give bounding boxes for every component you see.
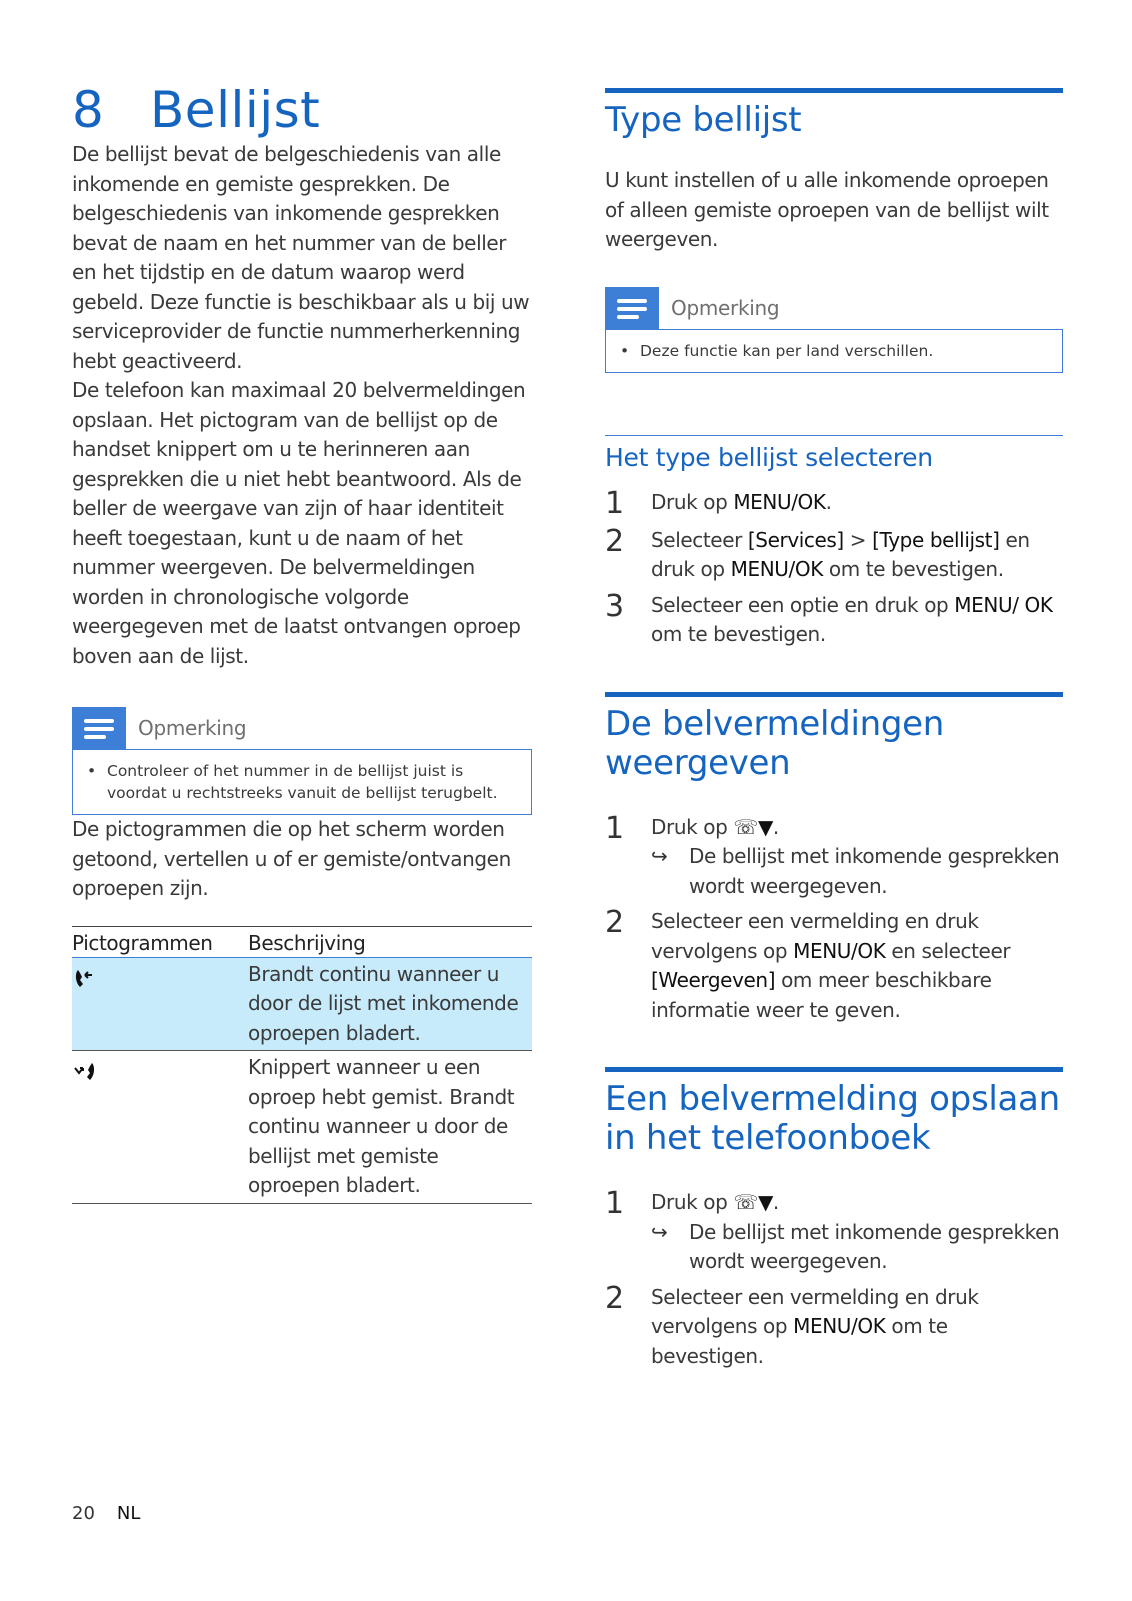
note-label: Opmerking xyxy=(138,716,247,740)
note-bullet xyxy=(620,340,1048,362)
step-number: 3 xyxy=(605,588,625,624)
language-code: NL xyxy=(116,1503,141,1524)
section-rule xyxy=(605,692,1063,697)
note-label: Opmerking xyxy=(671,295,780,320)
pictograms-intro: De pictogrammen die op het scherm worden getoond, vertellen u of er gemiste/ontvangen oproepen zijn. xyxy=(72,817,511,900)
result-arrow-icon: ↪ xyxy=(651,844,668,868)
step-item xyxy=(605,523,1063,585)
pictogram-table xyxy=(72,926,532,1204)
table-row xyxy=(72,1051,532,1204)
step-item xyxy=(605,1188,1063,1277)
step-text: Druk op MENU/OK. xyxy=(651,489,832,514)
step-text: Druk op ☏▼. ↪ De bellijst met inkomende gesprekken wordt weergegeven. xyxy=(651,1188,1063,1277)
step-number: 1 xyxy=(605,1186,625,1221)
subsection-title-select: Het type bellijst selecteren xyxy=(605,442,933,472)
section-rule xyxy=(605,88,1063,93)
note-icon xyxy=(72,707,126,749)
steps-select-type xyxy=(605,485,1063,650)
step-text: Selecteer een vermelding en druk vervolgens op MENU/OK en selecteer [Weergeven] om meer beschikbare informatie weer te geven. xyxy=(651,909,1011,1022)
note-bullet-text: Deze functie kan per land verschillen. xyxy=(640,341,934,360)
section-title-view: De belvermeldingen weergeven xyxy=(605,703,944,783)
step-number: 1 xyxy=(605,810,625,846)
bullet-dot-icon: • xyxy=(620,341,630,360)
intro-paragraph: De bellijst bevat de belgeschiedenis van alle inkomende en gemiste gesprekken. De belgeschiedenis van inkomende gesprekken bevat de naam en het nummer van de beller en het tijdstip en de datum waarop werd gebeld. Deze functie is beschikbaar als u bij uw serviceprovider de functie nummerherkenning hebt geactiveerd. xyxy=(72,142,530,373)
step-result: ↪ De bellijst met inkomende gesprekken wordt weergegeven. xyxy=(651,842,1063,901)
result-arrow-icon: ↪ xyxy=(651,1219,668,1244)
page-footer xyxy=(72,1503,140,1524)
note-header xyxy=(72,707,532,749)
header-description: Beschrijving xyxy=(248,926,532,957)
step-text: Druk op ☏▼. ↪ De bellijst met inkomende gesprekken wordt weergegeven. xyxy=(651,813,1063,902)
right-column xyxy=(605,88,1063,1377)
page-number: 20 xyxy=(72,1503,95,1524)
step-item xyxy=(605,1280,1063,1372)
type-text: U kunt instellen of u alle inkomende oproepen of alleen gemiste oproepen van de bellijst wilt weergeven. xyxy=(605,168,1049,251)
section-title-type: Type bellijst xyxy=(605,100,802,140)
bullet-dot-icon: • xyxy=(87,762,97,780)
table-row xyxy=(72,957,532,1051)
row-desc: Knippert wanneer u een oproep hebt gemist. Brandt continu wanneer u door de bellijst met gemiste oproepen bladert. xyxy=(248,1051,532,1204)
note-bullet-text: Controleer of het nummer in de bellijst juist is voordat u rechtstreeks vanuit de bellijst terugbelt. xyxy=(107,762,498,802)
steps-save xyxy=(605,1188,1063,1371)
chapter-title xyxy=(72,80,532,140)
note-box xyxy=(72,749,532,815)
section-title-save: Een belvermelding opslaan in het telefoonboek xyxy=(605,1079,1060,1158)
step-text: Selecteer een vermelding en druk vervolgens op MENU/OK om te bevestigen. xyxy=(651,1284,979,1368)
left-column xyxy=(72,80,532,1204)
chapter-name: Bellijst xyxy=(150,81,321,139)
note-header xyxy=(605,287,1063,329)
step-item xyxy=(605,588,1063,650)
calllog-down-icon: ☏▼ xyxy=(733,1190,773,1214)
note-box xyxy=(605,329,1063,373)
step-item xyxy=(605,810,1063,902)
intro-paragraph-2: De telefoon kan maximaal 20 belvermeldingen opslaan. Het pictogram van de bellijst op de handset knippert om u te herinneren aan gesprekken die u niet hebt beantwoord. Als de beller de weergave van zijn of haar identiteit heeft toegestaan, kunt u de naam of het nummer weergeven. De belvermeldingen worden in chronologische volgorde weergegeven met de laatst ontvangen oproep boven aan de lijst. xyxy=(72,378,526,668)
incoming-call-icon xyxy=(72,957,248,1051)
section-rule xyxy=(605,1067,1063,1072)
note-right xyxy=(605,287,1063,373)
table-header-row xyxy=(72,926,532,957)
calllog-down-icon: ☏▼ xyxy=(733,814,773,839)
step-text: Selecteer [Services] > [Type bellijst] en druk op MENU/OK om te bevestigen. xyxy=(651,527,1030,581)
note-icon xyxy=(605,287,659,329)
chapter-number: 8 xyxy=(72,81,105,139)
missed-call-icon xyxy=(72,1051,248,1204)
header-pictograms: Pictogrammen xyxy=(72,926,248,957)
step-number: 2 xyxy=(605,905,625,940)
step-number: 2 xyxy=(605,1280,625,1316)
step-text: Selecteer een optie en druk op MENU/ OK om te bevestigen. xyxy=(651,592,1053,646)
step-number: 1 xyxy=(605,485,625,521)
steps-view xyxy=(605,810,1063,1026)
step-item xyxy=(605,907,1063,1025)
subsection-rule xyxy=(605,435,1063,436)
step-item xyxy=(605,485,1063,521)
note-bullet xyxy=(87,760,517,804)
row-desc: Brandt continu wanneer u door de lijst met inkomende oproepen bladert. xyxy=(248,957,532,1051)
step-result: ↪ De bellijst met inkomende gesprekken wordt weergegeven. xyxy=(651,1218,1063,1277)
note-left xyxy=(72,707,532,815)
step-number: 2 xyxy=(605,523,625,559)
